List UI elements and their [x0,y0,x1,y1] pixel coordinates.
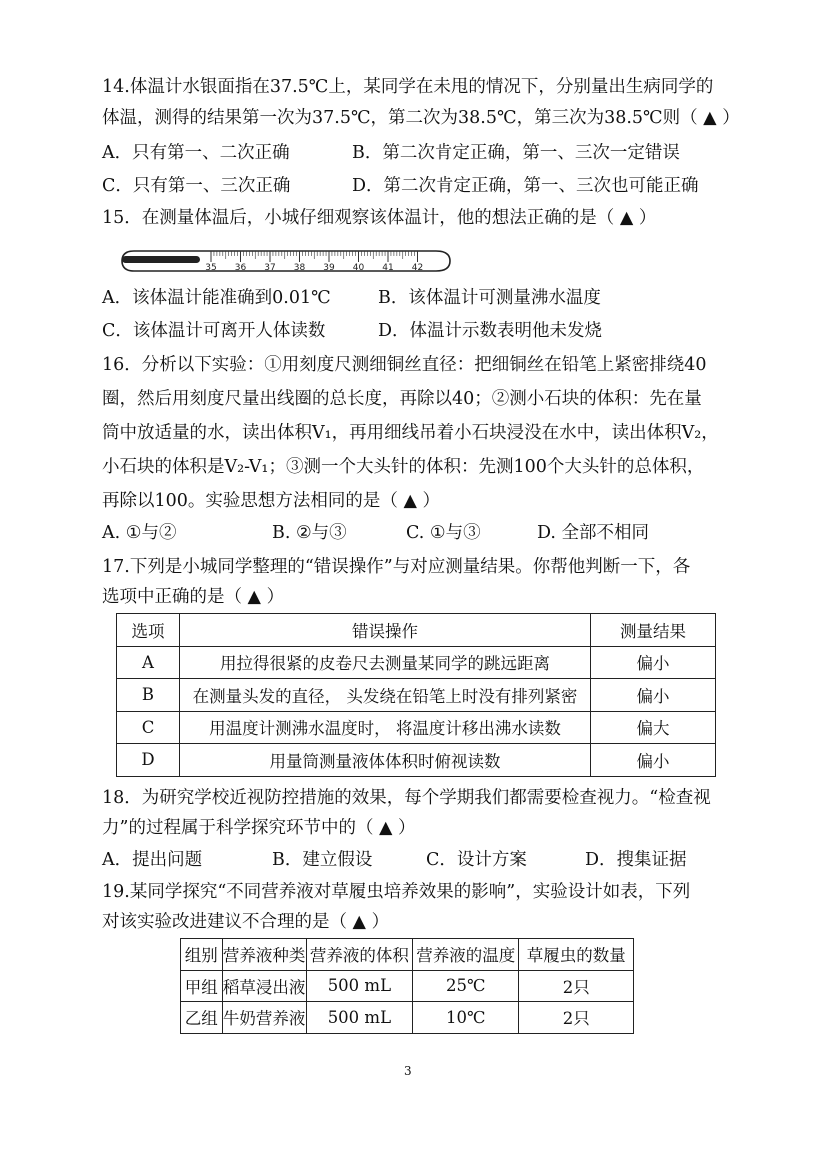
table-row [181,1002,634,1034]
q17-stem-line2: 选项中正确的是（ ▲ ） [102,587,285,607]
q18-stem-line2: 力”的过程属于科学探究环节中的（ ▲ ） [102,818,416,838]
q19-cell: 牛奶营养液 [222,1002,306,1034]
q18-stem-line1: 18．为研究学校近视防控措施的效果，每个学期我们都需要检查视力。“检查视 [102,788,711,808]
q17-table-header [117,614,716,647]
q19-header-volume: 营养液的体积 [306,939,412,971]
q17-cell: 偏小 [591,744,716,777]
q17-header-option: 选项 [117,614,180,647]
q15-option-b: B．该体温计可测量沸水温度 [378,288,601,308]
q19-table-header [181,939,634,971]
q18-option-a: A．提出问题 [102,850,203,870]
q19-cell: 500 mL [306,1002,412,1034]
q17-stem-line1: 17.下列是小城同学整理的“错误操作”与对应测量结果。你帮他判断一下，各 [102,557,691,577]
q18-option-b: B．建立假设 [272,850,373,870]
q19-header-group: 组别 [181,939,223,971]
q19-stem-line2: 对该实验改进建议不合理的是（ ▲ ） [102,912,390,932]
q19-header-type: 营养液种类 [222,939,306,971]
q19-header-temperature: 营养液的温度 [413,939,519,971]
table-row [117,646,716,679]
q14-option-c: C．只有第一、三次正确 [102,176,291,196]
table-row [117,679,716,712]
q14-option-a: A．只有第一、二次正确 [102,143,290,163]
q14-option-b: B．第二次肯定正确，第一、三次一定错误 [352,143,680,163]
q16-stem-line3: 筒中放适量的水，读出体积V₁，再用细线吊着小石块浸没在水中，读出体积V₂， [102,423,719,443]
q19-table [180,938,634,1034]
q19-header-count: 草履虫的数量 [519,939,634,971]
q15-stem: 15．在测量体温后，小城仔细观察该体温计，他的想法正确的是（ ▲ ） [102,208,657,228]
table-row [181,970,634,1002]
q17-cell: 在测量头发的直径， 头发绕在铅笔上时没有排列紧密 [180,679,591,712]
table-row [117,744,716,777]
q18-option-d: D．搜集证据 [585,850,687,870]
q17-header-result: 测量结果 [591,614,716,647]
thermometer-tick-label: 41 [382,263,394,273]
thermometer-mercury [122,256,200,263]
q19-cell: 甲组 [181,970,223,1002]
q16-option-d: D. 全部不相同 [537,523,650,543]
q16-option-a: A. ①与② [102,523,177,543]
q17-cell: C [117,711,180,744]
q17-cell: 偏小 [591,679,716,712]
thermometer-scale [211,251,418,262]
q14-option-d: D．第二次肯定正确，第一、三次也可能正确 [352,176,699,196]
q17-header-operation: 错误操作 [180,614,591,647]
q17-cell: 用量筒测量液体体积时俯视读数 [180,744,591,777]
q14-stem-line1: 14.体温计水银面指在37.5℃上，某同学在未甩的情况下，分别量出生病同学的 [102,77,714,97]
thermometer-tick-label: 35 [205,263,217,273]
q19-cell: 25℃ [413,970,519,1002]
q19-cell: 稻草浸出液 [222,970,306,1002]
q16-stem-line2: 圈，然后用刻度尺量出线圈的总长度，再除以40；②测小石块的体积：先在量 [102,389,702,409]
q17-cell: 用温度计测沸水温度时， 将温度计移出沸水读数 [180,711,591,744]
q16-stem-line5: 再除以100。实验思想方法相同的是（ ▲ ） [102,491,440,511]
q19-cell: 500 mL [306,970,412,1002]
q17-cell: A [117,646,180,679]
q19-cell: 10℃ [413,1002,519,1034]
thermometer-tick-label: 40 [352,263,365,273]
q15-option-c: C．该体温计可离开人体读数 [102,321,326,341]
q15-option-d: D．体温计示数表明他未发烧 [378,321,603,341]
q17-cell: 偏大 [591,711,716,744]
q14-stem-line2: 体温，测得的结果第一次为37.5℃，第二次为38.5℃，第三次为38.5℃则（ ▲ ） [102,108,740,128]
thermometer-tick-label: 37 [264,263,276,273]
q16-stem-line4: 小石块的体积是V₂-V₁；③测一个大头针的体积：先测100个大头针的总体积， [102,457,705,477]
q16-stem-line1: 16．分析以下实验：①用刻度尺测细铜丝直径：把细铜丝在铅笔上紧密排绕40 [102,355,707,375]
q16-option-b: B. ②与③ [272,523,347,543]
thermometer-figure [118,243,454,279]
q19-cell: 乙组 [181,1002,223,1034]
q16-option-c: C. ①与③ [406,523,481,543]
q15-option-a: A．该体温计能准确到0.01℃ [102,288,331,308]
q19-cell: 2只 [519,970,634,1002]
q19-cell: 2只 [519,1002,634,1034]
thermometer-tick-label: 39 [323,263,335,273]
q17-table [116,613,716,777]
page-number: 3 [404,1064,412,1078]
q18-option-c: C．设计方案 [426,850,527,870]
thermometer-tick-label: 38 [293,263,306,273]
q17-cell: D [117,744,180,777]
thermometer-tick-label: 42 [411,263,424,273]
thermometer-tick-label: 36 [234,263,247,273]
table-row [117,711,716,744]
q17-cell: B [117,679,180,712]
q17-cell: 偏小 [591,646,716,679]
q19-stem-line1: 19.某同学探究“不同营养液对草履虫培养效果的影响”，实验设计如表，下列 [102,882,691,902]
q17-cell: 用拉得很紧的皮卷尺去测量某同学的跳远距离 [180,646,591,679]
